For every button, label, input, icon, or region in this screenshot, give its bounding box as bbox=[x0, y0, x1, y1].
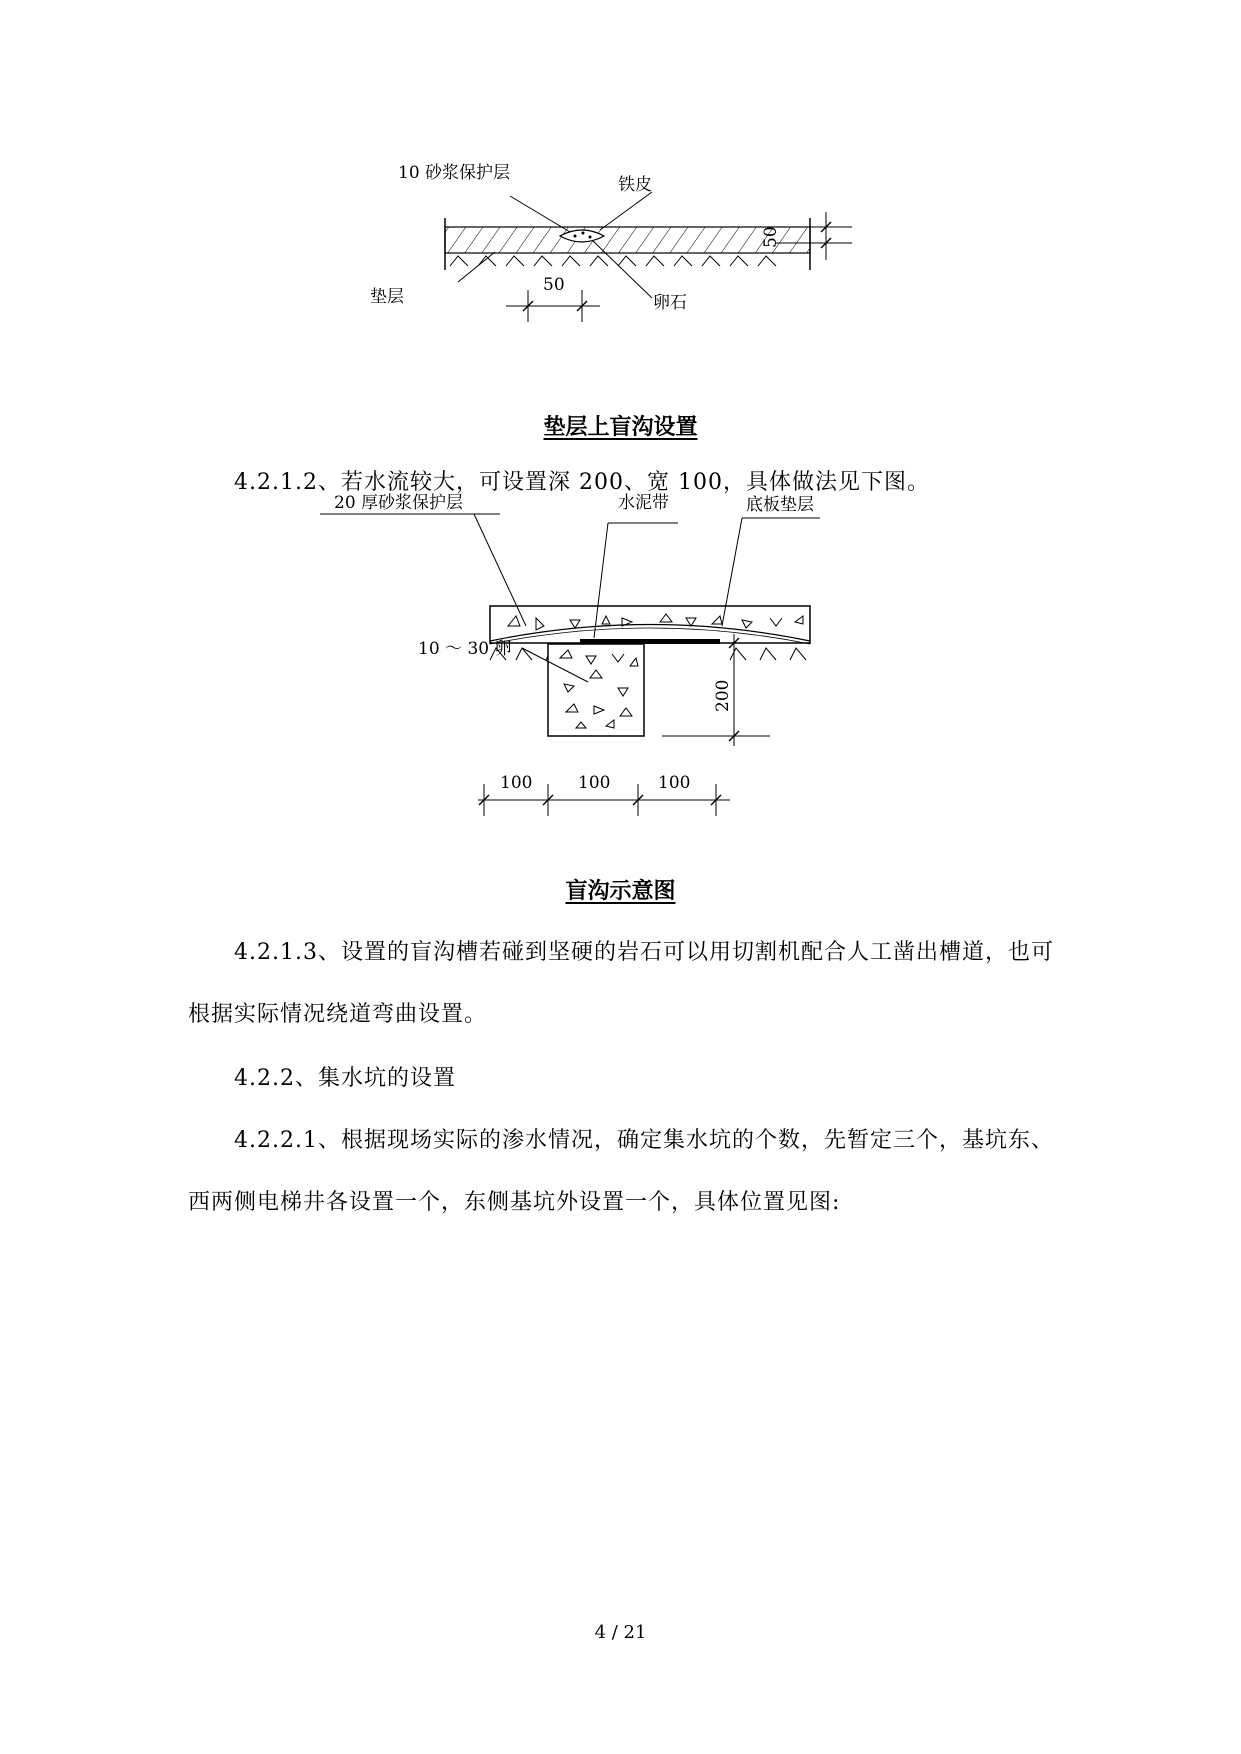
label-pebble: 卵石 bbox=[653, 293, 687, 313]
figure2-caption: 盲沟示意图 bbox=[565, 878, 676, 904]
label-dim-width: 50 bbox=[543, 275, 565, 295]
paragraph-4-2-2: 4.2.2、集水坑的设置 bbox=[234, 1066, 456, 1091]
label-mortar: 20 厚砂浆保护层 bbox=[334, 493, 464, 513]
label-mortar: 10 砂浆保护层 bbox=[398, 163, 511, 183]
page-number: 4 / 21 bbox=[594, 1622, 647, 1643]
cushion-leader bbox=[458, 252, 495, 282]
paragraph-4-2-1-3: 4.2.1.3、设置的盲沟槽若碰到坚硬的岩石可以用切割机配合人工凿出槽道，也可根据实际情况绕道弯曲设置。 bbox=[188, 940, 1054, 1027]
label-dim-height: 50 bbox=[761, 226, 781, 248]
figure-blind-ditch-schematic bbox=[334, 493, 950, 838]
label-dim-depth: 200 bbox=[713, 679, 733, 712]
label-dim-right: 100 bbox=[658, 773, 691, 793]
figure2-drawing bbox=[334, 493, 950, 838]
ground-hatch bbox=[450, 256, 776, 266]
figure-blind-ditch-on-cushion bbox=[370, 163, 980, 370]
label-cushion: 垫层 bbox=[370, 287, 404, 307]
label-dim-left: 100 bbox=[500, 773, 533, 793]
label-cement-strip: 水泥带 bbox=[618, 493, 669, 513]
paragraph-4-2-2-1: 4.2.2.1、根据现场实际的渗水情况，确定集水坑的个数，先暂定三个，基坑东、西两侧电梯井各设置一个，东侧基坑外设置一个，具体位置见图: bbox=[188, 1128, 1054, 1215]
label-tin: 铁皮 bbox=[618, 175, 652, 195]
ground-hatch bbox=[490, 648, 806, 660]
label-dim-mid: 100 bbox=[578, 773, 611, 793]
label-pebble-size: 10 ～ 30 卵 bbox=[418, 639, 512, 659]
paragraph-4-2-1-2: 4.2.1.2、若水流较大，可设置深 200、宽 100，具体做法见下图。 bbox=[234, 470, 930, 495]
figure1-drawing bbox=[370, 163, 980, 370]
tin-leader bbox=[600, 192, 652, 230]
figure1-caption: 垫层上盲沟设置 bbox=[543, 414, 698, 440]
label-slab-cushion: 底板垫层 bbox=[746, 495, 814, 515]
cushion-layer bbox=[445, 227, 810, 253]
